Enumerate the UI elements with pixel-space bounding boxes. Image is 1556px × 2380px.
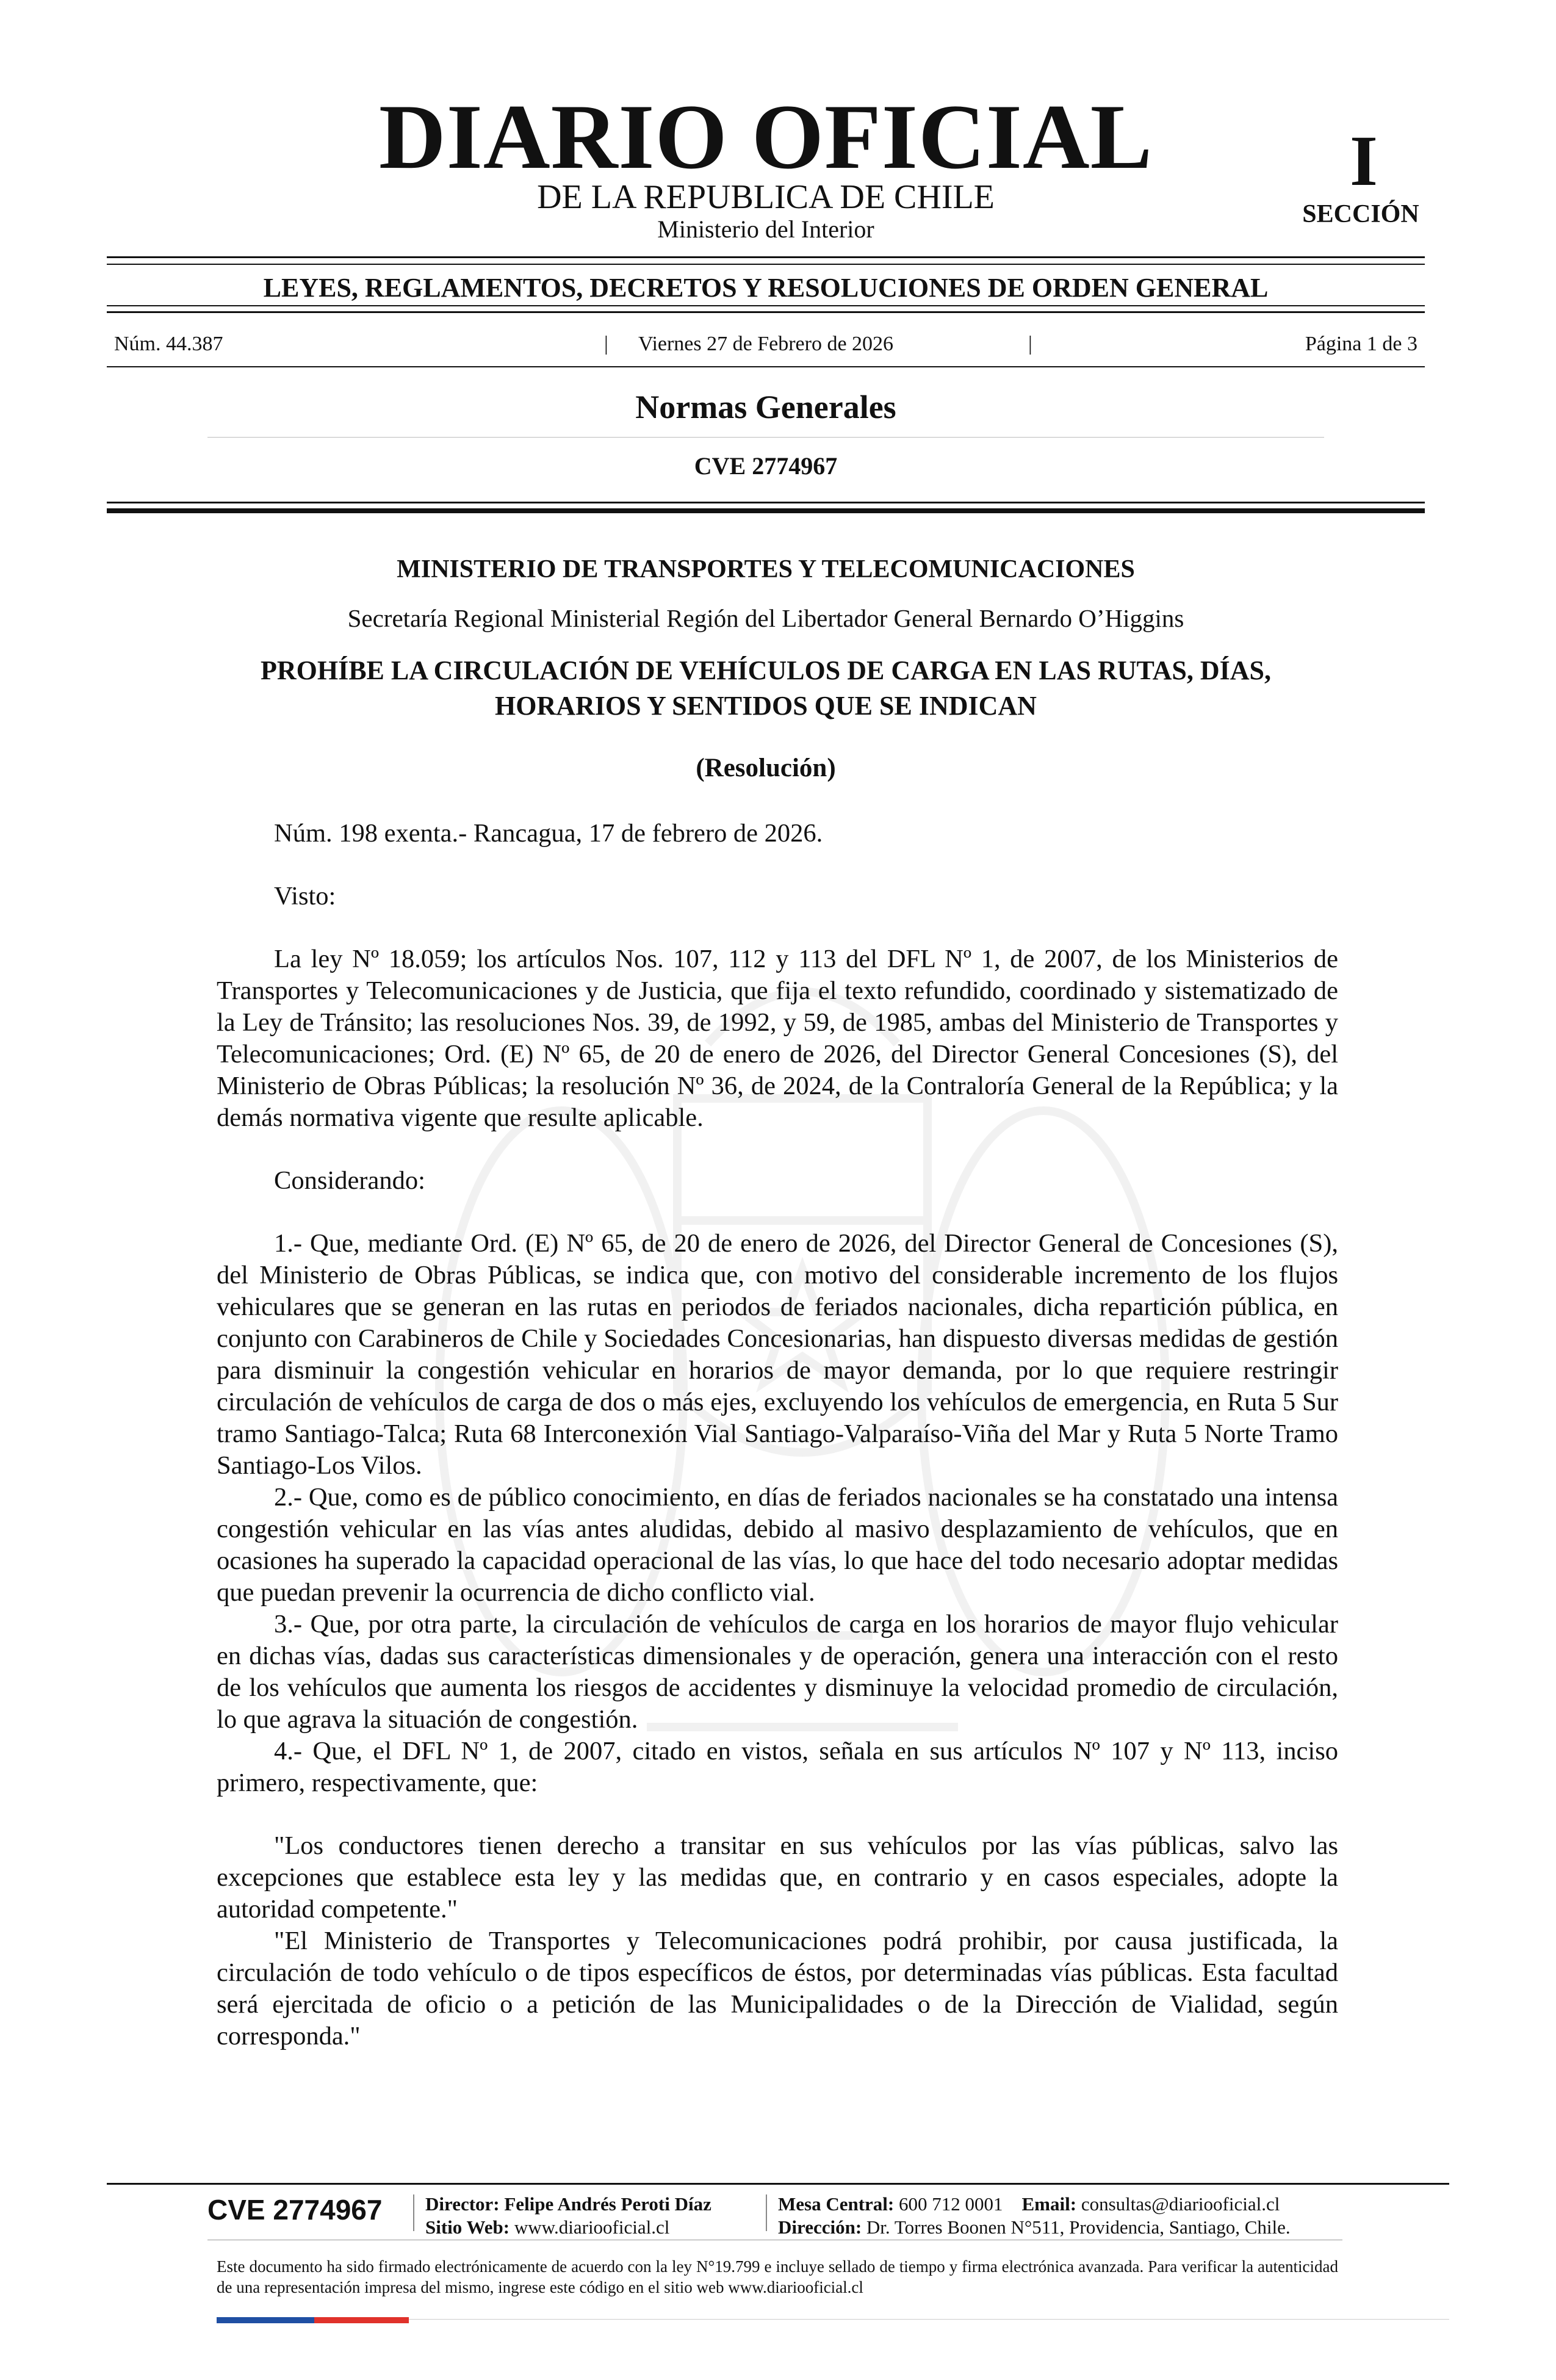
website-label: Sitio Web: — [425, 2216, 510, 2238]
secretariat: Secretaría Regional Ministerial Región del Libertador General Bernardo O’Higgins — [347, 604, 1184, 632]
website-link[interactable]: www.diariooficial.cl — [514, 2216, 670, 2238]
considerando-paragraph: 1.- Que, mediante Ord. (E) Nº 65, de 20 de enero de 2026, del Director General de Concesiones (S), del Ministerio de Obras Públicas, se indica que, con motivo del considerable incremento de los flujos vehiculares que se generan en las rutas en periodos de feriados nacionales, dicha repartición pública, en conjunto con Carabineros de Chile y Sociedades Concesionarias, han dispuesto diversas medidas de gestión para disminuir la congestión vehicular en horarios de mayor demanda, por lo que requiere restringir circulación de vehículos de carga de dos o más ejes, excluyendo los vehículos de emergencia, en Ruta 5 Sur tramo Santiago-Talca; Ruta 68 Interconexión Vial Santiago-Valparaíso-Viña del Mar y Ruta 5 Norte Tramo Santiago-Los Vilos. — [217, 1229, 1338, 1480]
issue-separator: | — [1028, 333, 1032, 355]
masthead-title: DIARIO OFICIAL — [378, 85, 1153, 188]
divider — [107, 264, 1425, 265]
phone-label: Mesa Central: — [778, 2193, 895, 2215]
masthead-ministry: Ministerio del Interior — [657, 215, 874, 243]
ministry-heading: MINISTERIO DE TRANSPORTES Y TELECOMUNICACIONES — [397, 555, 1135, 583]
footer-divider — [107, 2183, 1449, 2185]
visto-label: Visto: — [274, 882, 336, 911]
quoted-article: "Los conductores tienen derecho a transitar en sus vehículos por las vías públicas, salvo las excepciones que establece esta ley y las medidas que, en contrario y en casos especiales, adopte la autoridad competente." — [217, 1831, 1338, 1924]
cve-code: CVE 2774967 — [694, 452, 838, 480]
footer-separator — [413, 2194, 414, 2231]
divider — [107, 311, 1425, 313]
footer-cve-code: CVE 2774967 — [207, 2194, 383, 2226]
resolution-number: Núm. 198 exenta.- Rancagua, 17 de febrero de 2026. — [274, 819, 823, 848]
divider — [107, 305, 1425, 306]
visto-paragraph: La ley Nº 18.059; los artículos Nos. 107, 112 y 113 del DFL Nº 1, de 2007, de los Ministerios de Transportes y Telecomunicaciones y de Justicia, que fija el texto refundido, coordinado y sistematizado de la Ley de Tránsito; las resoluciones Nos. 39, de 1992, y 59, de 1985, ambas del Ministerio de Transportes y Telecomunicaciones; Ord. (E) Nº 65, de 20 de enero de 2026, del Director General Concesiones (S), del Ministerio de Obras Públicas; la resolución Nº 36, de 2024, de la Contraloría General de la República; y la demás normativa vigente que resulte aplicable. — [217, 945, 1338, 1132]
footer-divider — [409, 2319, 1449, 2320]
email-label: Email: — [1021, 2193, 1077, 2215]
address-label: Dirección: — [778, 2216, 862, 2238]
issue-number: Núm. 44.387 — [114, 333, 223, 355]
address-text: Dr. Torres Boonen N°511, Providencia, Santiago, Chile. — [866, 2216, 1291, 2238]
considerando-paragraph: 3.- Que, por otra parte, la circulación de vehículos de carga en los horarios de mayor flujo vehicular en dichas vías, dadas sus características dimensionales y de operación, genera una interacción con el resto de los vehículos que aumenta los riesgos de accidentes y disminuye la velocidad promedio de circulación, lo que agrava la situación de congestión. — [217, 1610, 1338, 1734]
issue-date: Viernes 27 de Febrero de 2026 — [638, 333, 894, 355]
considerando-paragraph: 2.- Que, como es de público conocimiento, en días de feriados nacionales se ha constatado una intensa congestión vehicular en las vías antes aludidas, debido al masivo desplazamiento de vehículos, que en ocasiones ha superado la capacidad operacional de las vías, lo que hace del todo necesario adoptar medidas que puedan prevenir la ocurrencia de dicho conflicto vial. — [217, 1483, 1338, 1607]
footer-director-block — [425, 2193, 711, 2239]
director-label: Director: — [425, 2193, 500, 2215]
divider — [207, 437, 1324, 438]
document-body — [217, 818, 1338, 2052]
considerando-label: Considerando: — [274, 1166, 425, 1195]
section-title: Normas Generales — [635, 389, 896, 425]
considerando-paragraph: 4.- Que, el DFL Nº 1, de 2007, citado en vistos, señala en sus artículos Nº 107 y Nº 113, inciso primero, respectivamente, que: — [217, 1737, 1338, 1797]
issue-separator: | — [604, 333, 608, 355]
divider — [107, 508, 1425, 513]
footer-separator — [766, 2194, 767, 2231]
subheader: LEYES, REGLAMENTOS, DECRETOS Y RESOLUCIONES DE ORDEN GENERAL — [263, 273, 1269, 303]
phone-number: 600 712 0001 — [899, 2193, 1003, 2215]
section-label: SECCIÓN — [1302, 200, 1419, 228]
flag-stripe-blue — [217, 2317, 314, 2323]
divider — [107, 502, 1425, 503]
divider — [107, 256, 1425, 258]
masthead-subtitle: DE LA REPUBLICA DE CHILE — [537, 178, 995, 216]
resolution-type: (Resolución) — [696, 754, 836, 782]
resolution-title: PROHÍBE LA CIRCULACIÓN DE VEHÍCULOS DE CARGA EN LAS RUTAS, DÍAS, HORARIOS Y SENTIDOS QUE SE INDICAN — [260, 655, 1271, 721]
section-numeral: I — [1350, 121, 1378, 201]
issue-page: Página 1 de 3 — [1305, 333, 1417, 355]
footer-contact-block — [778, 2193, 1291, 2239]
divider — [107, 366, 1425, 367]
director-name: Felipe Andrés Peroti Díaz — [504, 2193, 711, 2215]
footer-legal-notice: Este documento ha sido firmado electrónicamente de acuerdo con la ley N°19.799 e incluye sellado de tiempo y firma electrónica avanzada. Para verificar la autenticidad de una representación impresa del mismo, ingrese este código en el sitio web www.diariooficial.cl — [217, 2257, 1338, 2296]
quoted-article: "El Ministerio de Transportes y Telecomunicaciones podrá prohibir, por causa justificada, la circulación de todo vehículo o de tipos específicos de éstos, por determinadas vías públicas. Esta facultad será ejercitada de oficio o a petición de las Municipalidades o de la Dirección de Vialidad, según corresponda." — [217, 1927, 1338, 2050]
email-link[interactable]: consultas@diariooficial.cl — [1081, 2193, 1280, 2215]
flag-stripe-red — [314, 2317, 409, 2323]
